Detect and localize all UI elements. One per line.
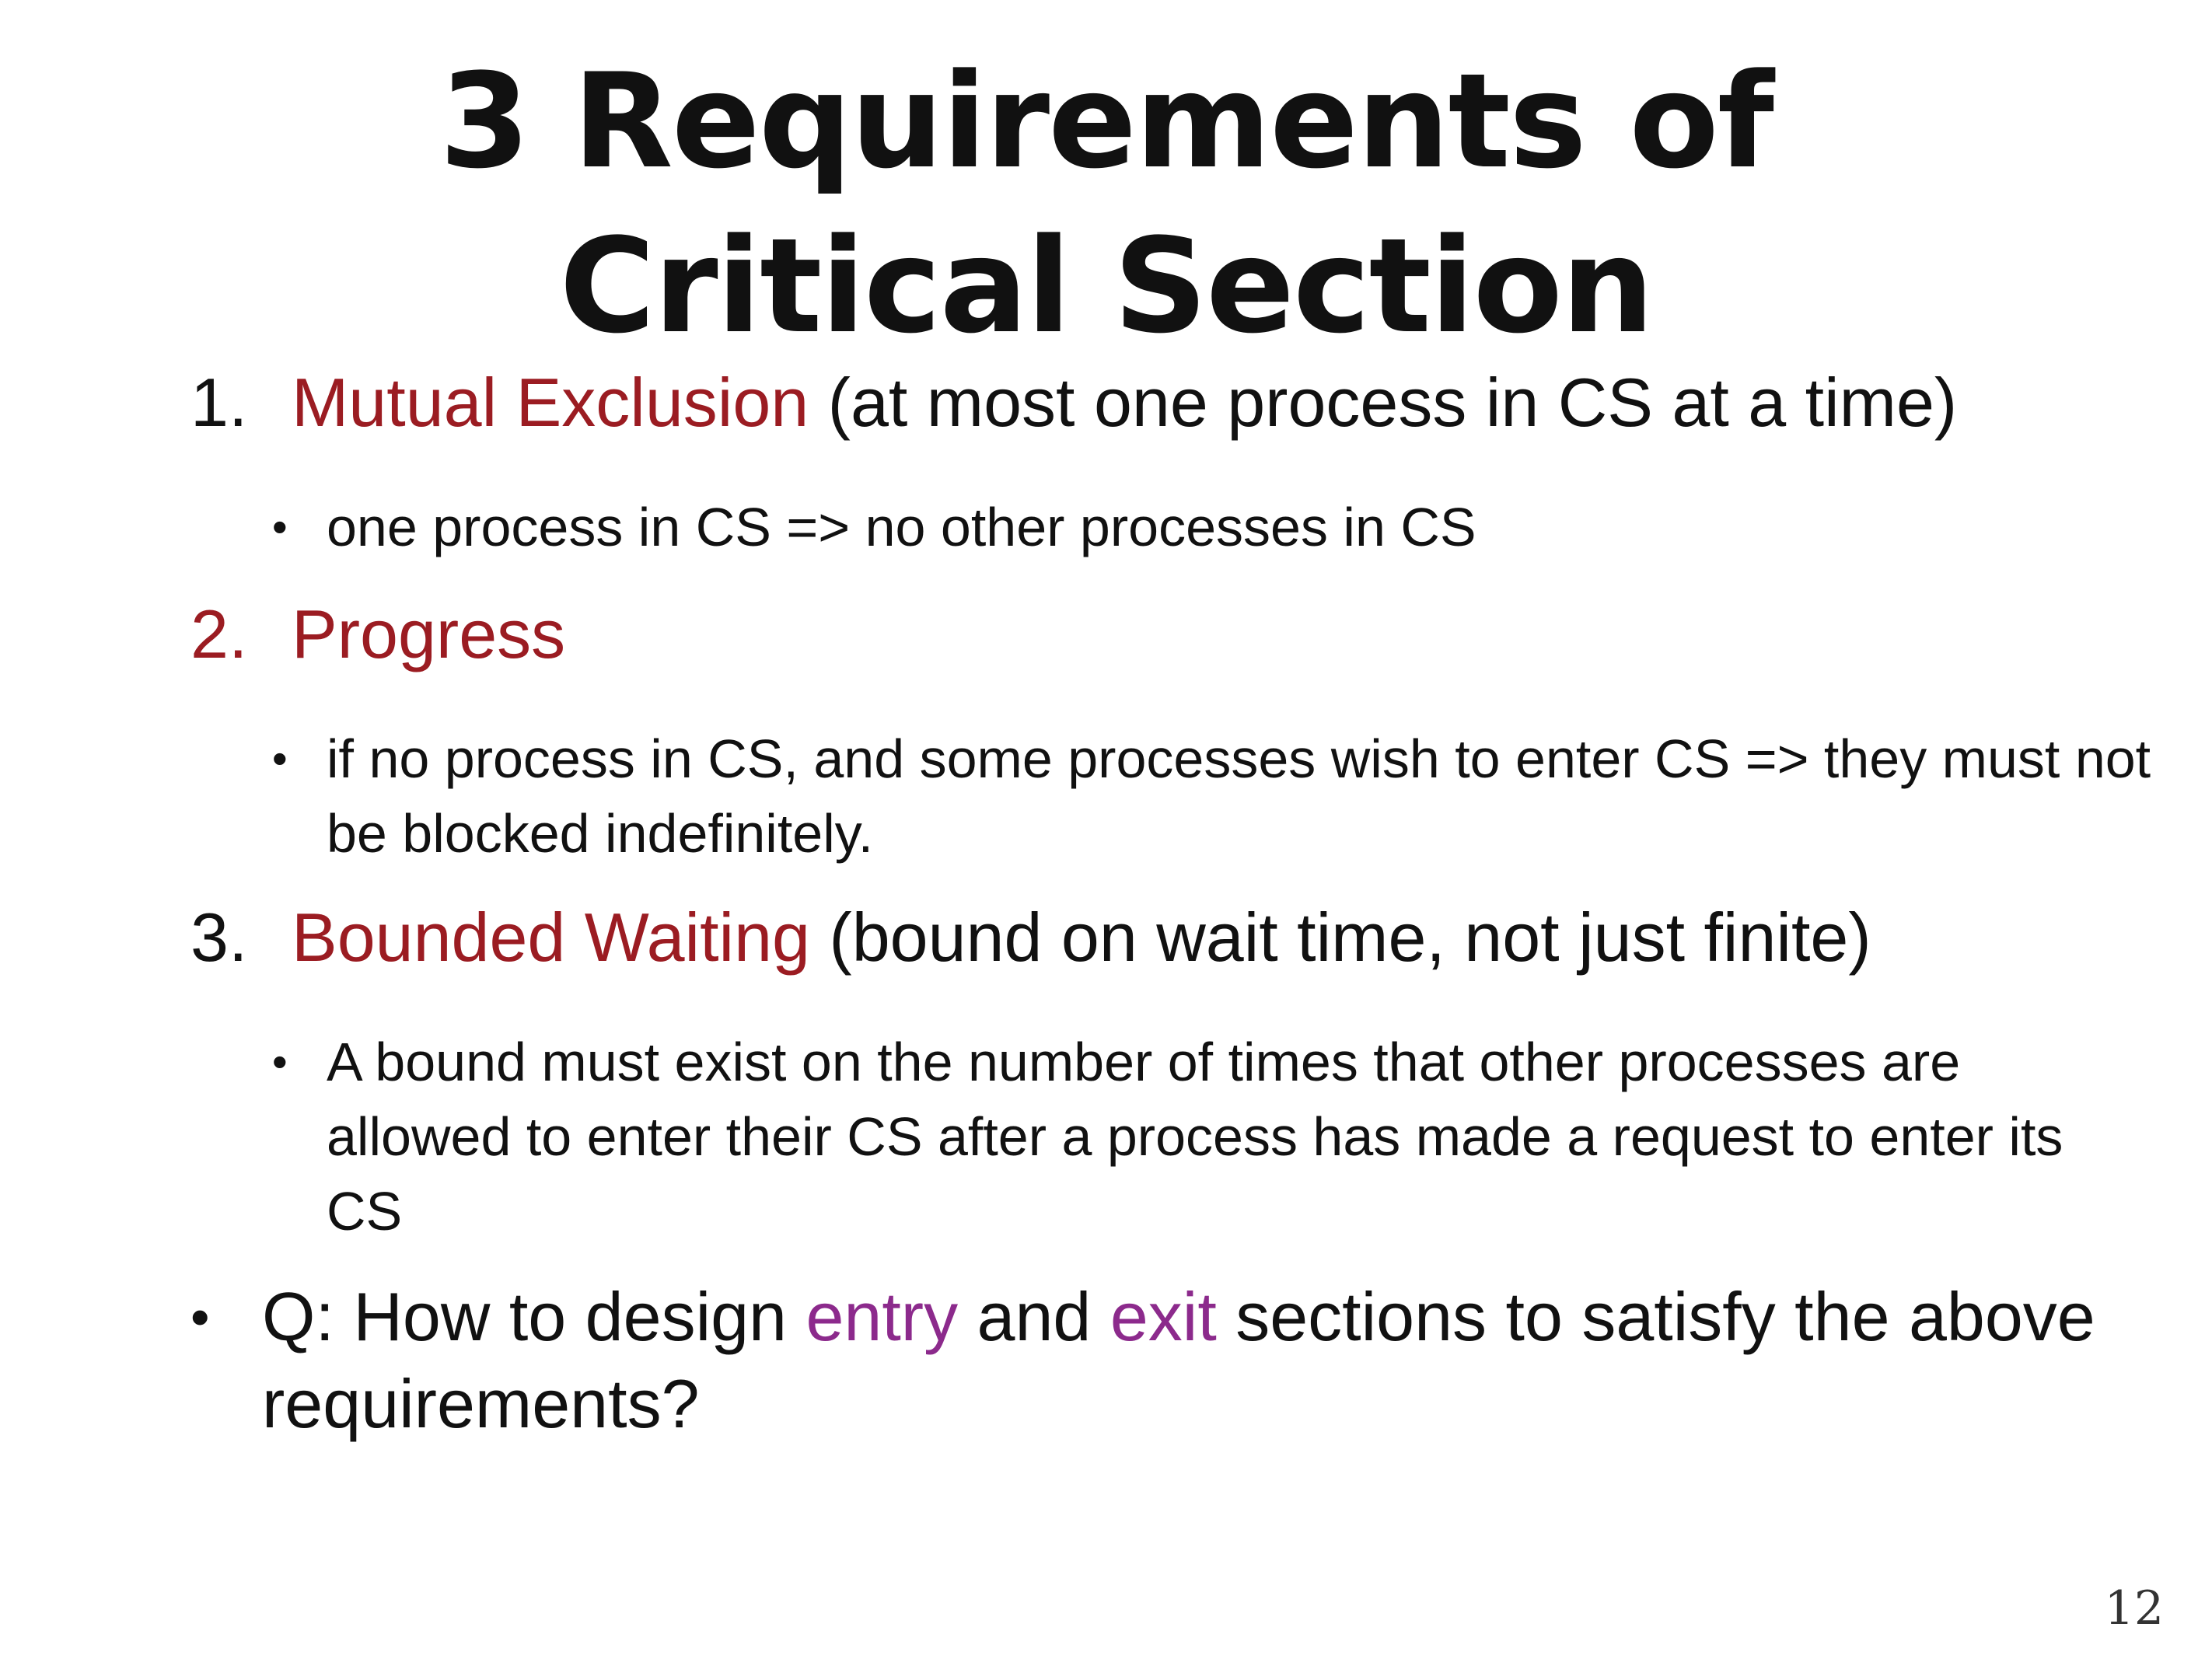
requirement-2-number: 2. xyxy=(190,595,248,672)
requirement-3-bullet-text: A bound must exist on the number of times that other processes are allowed to enter their CS after a process has made a request to enter its CS xyxy=(327,1032,2063,1242)
slide-title xyxy=(0,39,2212,368)
requirement-1-description: (at most one process in CS at a time) xyxy=(809,364,1958,441)
bullet-icon: • xyxy=(272,502,288,551)
requirement-3-term: Bounded Waiting xyxy=(292,899,810,976)
requirement-3-number: 3. xyxy=(190,899,248,976)
page-number: 12 xyxy=(2104,1581,2164,1636)
question-text xyxy=(262,1273,2128,1448)
requirement-3-description: (bound on wait time, not just finite) xyxy=(809,899,1871,976)
question-prefix: Q: How to design xyxy=(262,1278,806,1355)
bullet-icon: • xyxy=(190,1287,210,1347)
requirement-2-bullet-text: if no process in CS, and some processes wish to enter CS => they must not be blocked indefinitely. xyxy=(327,728,2151,864)
requirement-2-term: Progress xyxy=(292,595,566,672)
question-exit: exit xyxy=(1109,1278,1217,1355)
bullet-icon: • xyxy=(272,734,288,783)
title-line-2: Critical Section xyxy=(559,210,1653,362)
requirement-1-bullet-text: one process in CS => no other processes in CS xyxy=(327,497,1476,557)
question-entry: entry xyxy=(805,1278,959,1355)
title-line-1: 3 Requirements of xyxy=(439,45,1773,197)
question-suffix: sections to satisfy the above requirements? xyxy=(262,1278,2095,1442)
requirement-1 xyxy=(190,364,1957,442)
requirement-3 xyxy=(190,899,1871,976)
requirement-1-term: Mutual Exclusion xyxy=(292,364,809,441)
question-middle: and xyxy=(958,1278,1110,1355)
bullet-icon: • xyxy=(272,1037,288,1086)
requirement-2 xyxy=(190,595,565,673)
requirement-1-number: 1. xyxy=(190,364,248,441)
